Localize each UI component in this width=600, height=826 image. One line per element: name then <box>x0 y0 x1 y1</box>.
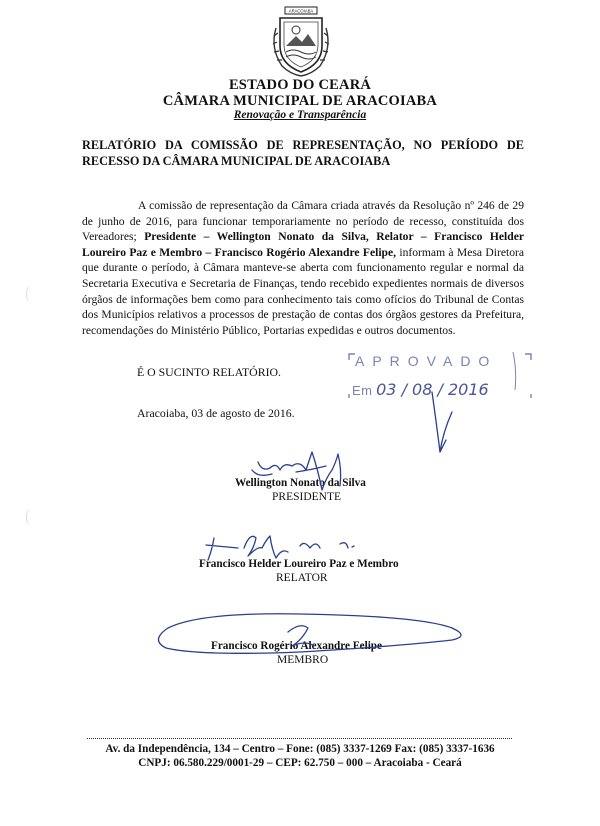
report-title-line2: RECESSO DA CÂMARA MUNICIPAL DE ARACOIABA <box>82 154 391 168</box>
footer-divider <box>87 738 512 739</box>
signature-role-relator: RELATOR <box>276 572 328 584</box>
stamp-approved-label: APROVADO <box>355 353 498 369</box>
report-body-members: Presidente – Wellington Nonato da Silva, Relator – Francisco Helder Loureiro Paz e Membro – Francisco Rogério Alexandre Felipe, <box>82 230 524 259</box>
place-and-date: Aracoiaba, 03 de agosto de 2016. <box>137 406 295 420</box>
report-body-details: informam à Mesa Diretora que durante o período, à Câmara manteve-se aberta com funcionamento regular e normal da Secretaria Executiva e Secretaria de Finanças, tendo recebido expedientes normais de diversos órgãos de informações bem como para conhecimento tais como ofícios do Tribunal de Contas dos Municípios relativos a processos de prestação de contas dos órgãos gestores da Prefeitura, recomendações do Ministério Público, Portarias expedidas e outros documentos. <box>82 245 524 337</box>
punch-hole-mark <box>26 285 37 303</box>
footer-address: Av. da Independência, 134 – Centro – Fone: (085) 3337-1269 Fax: (085) 3337-1636 <box>105 743 495 755</box>
report-title-line1: RELATÓRIO DA COMISSÃO DE REPRESENTAÇÃO, NO PERÍODO DE <box>82 138 524 152</box>
stamp-handwritten-date: 03 / 08 / 2016 <box>376 380 489 399</box>
signature-name-president: Wellington Nonato da Silva <box>235 477 366 489</box>
signature-scribble-relator <box>206 536 354 560</box>
crest-banner-text: ARACOIABA <box>288 8 314 14</box>
chamber-motto-wrap <box>0 109 600 121</box>
stamp-em-label: Em <box>352 383 373 398</box>
signature-name-relator: Francisco Helder Loureiro Paz e Membro <box>199 558 399 570</box>
signature-name-member: Francisco Rogério Alexandre Felipe <box>211 640 382 652</box>
state-name: ESTADO DO CEARÁ <box>228 77 372 93</box>
closing-statement: É O SUCINTO RELATÓRIO. <box>137 365 281 379</box>
report-title <box>82 137 524 169</box>
report-body-intro: A comissão de representação da Câmara criada através da Resolução nº 246 de 29 de junho de 2016, para funcionar temporariamente no período de recesso, constituída dos Vereadores; <box>82 199 524 244</box>
chamber-name: CÂMARA MUNICIPAL DE ARACOIABA <box>162 93 438 109</box>
chamber-motto: Renovação e Transparência <box>233 109 367 121</box>
municipal-crest-emblem <box>268 6 334 78</box>
signature-role-member: MEMBRO <box>277 654 329 666</box>
stamp-date-line <box>352 380 489 399</box>
punch-hole-mark <box>26 508 37 526</box>
footer-registry: CNPJ: 06.580.229/0001-29 – CEP: 62.750 – 000 – Aracoiaba - Ceará <box>138 757 462 769</box>
signature-role-president: PRESIDENTE <box>272 491 341 503</box>
report-body <box>82 198 524 338</box>
